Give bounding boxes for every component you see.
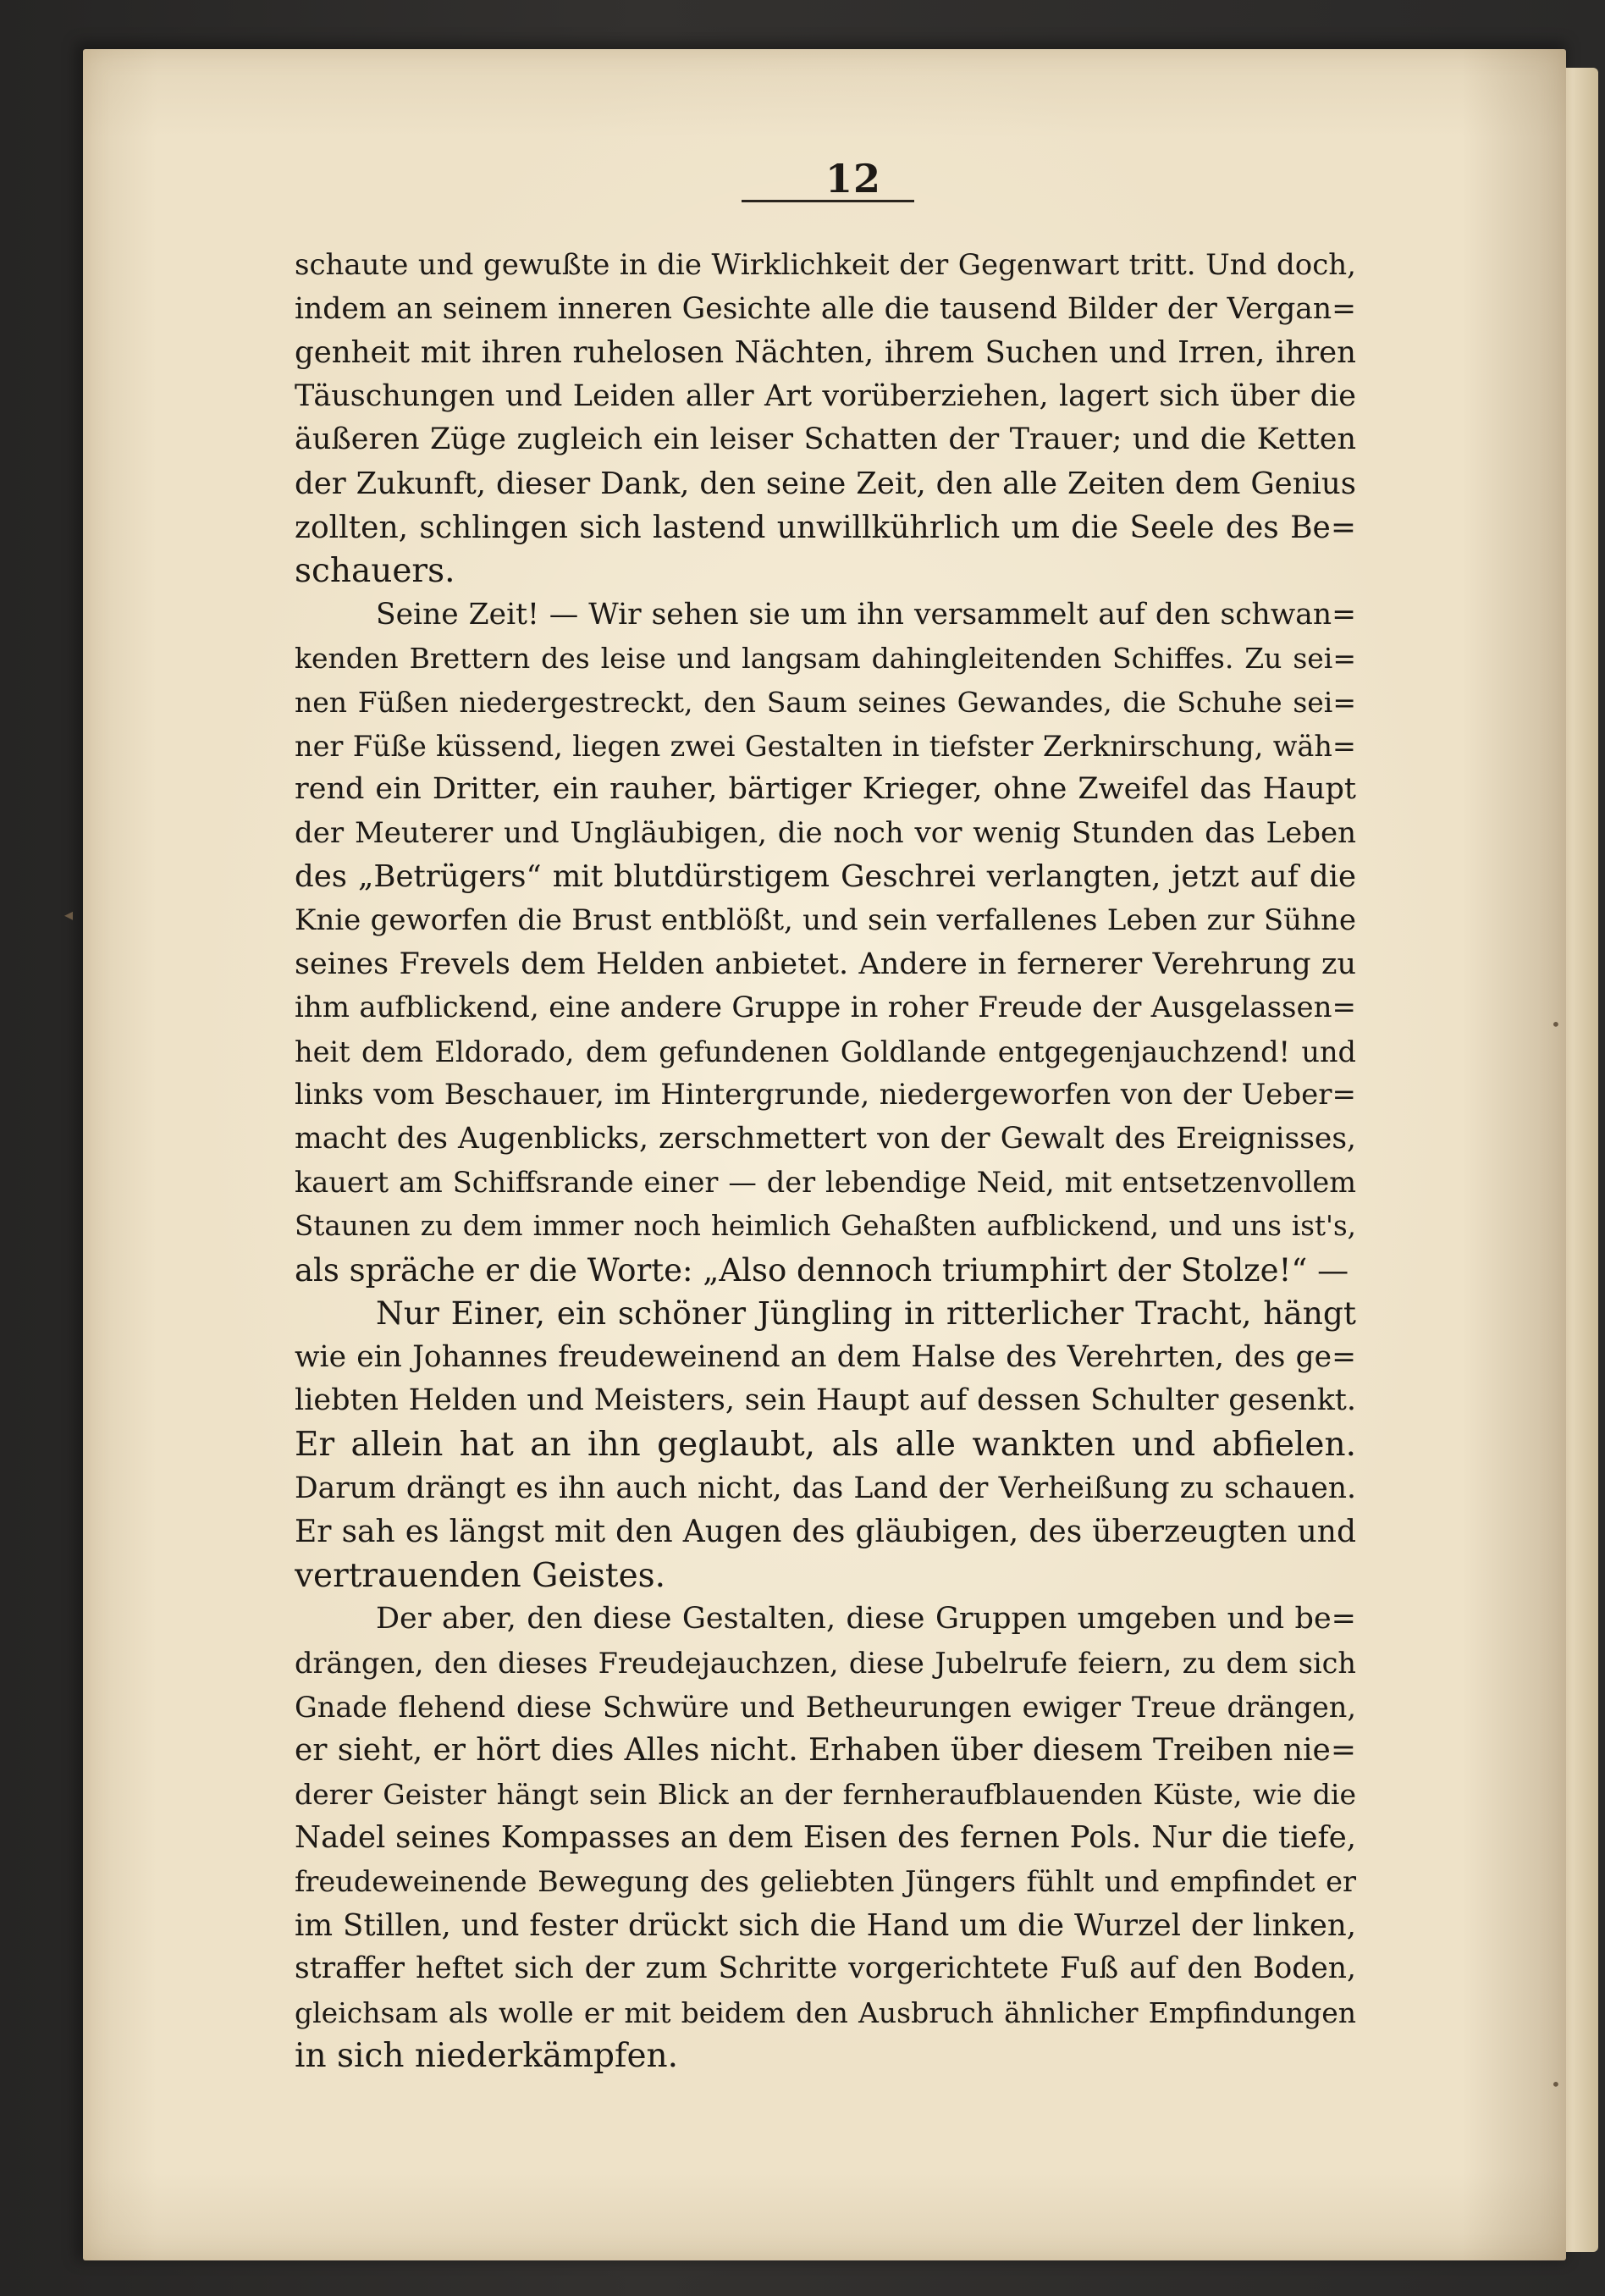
- text-line: derer Geister hängt sein Blick an der fernheraufblauenden Küste, wie die: [295, 1777, 1356, 1811]
- text-line: zollten, schlingen sich lastend unwillkührlich um die Seele des Be=: [295, 510, 1356, 545]
- text-line: Gnade flehend diese Schwüre und Betheurungen ewiger Treue drängen,: [295, 1690, 1356, 1724]
- page-number: 12: [825, 156, 881, 201]
- text-line: drängen, den dieses Freudejauchzen, diese Jubelrufe feiern, zu dem sich: [295, 1647, 1356, 1680]
- right-margin-mark-lower: •: [1551, 2074, 1561, 2095]
- text-line: Der aber, den diese Gestalten, diese Gruppen umgeben und be=: [376, 1602, 1356, 1636]
- text-line: Staunen zu dem immer noch heimlich Gehaßten aufblickend, und uns ist's,: [295, 1210, 1356, 1243]
- text-line: als spräche er die Worte: „Also dennoch triumphirt der Stolze!“ —: [295, 1251, 1349, 1289]
- text-line: macht des Augenblicks, zerschmettert von der Gewalt des Ereignisses,: [295, 1121, 1356, 1156]
- text-line: in sich niederkämpfen.: [295, 2037, 679, 2076]
- text-line: kauert am Schiffsrande einer — der lebendige Neid, mit entsetzenvollem: [295, 1166, 1356, 1200]
- text-line: nen Füßen niedergestreckt, den Saum seines Gewandes, die Schuhe sei=: [295, 685, 1356, 719]
- text-line: links vom Beschauer, im Hintergrunde, niedergeworfen von der Ueber=: [295, 1078, 1356, 1112]
- left-margin-mark: ◂: [64, 904, 74, 924]
- text-line: Knie geworfen die Brust entblößt, und sein verfallenes Leben zur Sühne: [295, 902, 1356, 937]
- text-line: freudeweinende Bewegung des geliebten Jüngers fühlt und empfindet er: [295, 1864, 1356, 1898]
- text-line: genheit mit ihren ruhelosen Nächten, ihrem Suchen und Irren, ihren: [295, 335, 1356, 371]
- text-line: der Meuterer und Ungläubigen, die noch vor wenig Stunden das Leben: [295, 815, 1356, 850]
- text-line: schaute und gewußte in die Wirklichkeit der Gegenwart tritt. Und doch,: [295, 248, 1356, 282]
- text-line: äußeren Züge zugleich ein leiser Schatten der Trauer; und die Ketten: [295, 422, 1356, 457]
- text-line: seines Frevels dem Helden anbietet. Andere in fernerer Verehrung zu: [295, 947, 1356, 981]
- text-line: kenden Brettern des leise und langsam dahingleitenden Schiffes. Zu sei=: [295, 642, 1356, 676]
- text-line: ner Füße küssend, liegen zwei Gestalten in tiefster Zerknirschung, wäh=: [295, 729, 1356, 763]
- text-line: schauers.: [295, 552, 455, 591]
- text-line: Nur Einer, ein schöner Jüngling in ritterlicher Tracht, hängt: [376, 1294, 1356, 1333]
- text-line: heit dem Eldorado, dem gefundenen Goldlande entgegenjauchzend! und: [295, 1035, 1356, 1068]
- body-text: [295, 244, 1356, 2078]
- text-line: straffer heftet sich der zum Schritte vorgerichtete Fuß auf den Boden,: [295, 1951, 1356, 1986]
- text-line: ihm aufblickend, eine andere Gruppe in roher Freude der Ausgelassen=: [295, 991, 1356, 1025]
- text-line: Seine Zeit! — Wir sehen sie um ihn versammelt auf den schwan=: [376, 597, 1356, 632]
- text-line: des „Betrügers“ mit blutdürstigem Geschrei verlangten, jetzt auf die: [295, 859, 1356, 895]
- text-line: gleichsam als wolle er mit beidem den Ausbruch ähnlicher Empfindungen: [295, 1995, 1356, 2029]
- text-line: der Zukunft, dieser Dank, den seine Zeit, den alle Zeiten dem Genius: [295, 466, 1356, 501]
- right-margin-mark: •: [1551, 1014, 1561, 1035]
- text-line: vertrauenden Geistes.: [295, 1556, 666, 1595]
- text-line: Er allein hat an ihn geglaubt, als alle wankten und abfielen.: [295, 1426, 1356, 1465]
- text-line: Täuschungen und Leiden aller Art vorüberziehen, lagert sich über die: [295, 378, 1356, 413]
- text-line: Darum drängt es ihn auch nicht, das Land der Verheißung zu schauen.: [295, 1471, 1356, 1505]
- text-line: Er sah es längst mit den Augen des gläubigen, des überzeugten und: [295, 1515, 1356, 1550]
- text-line: im Stillen, und fester drückt sich die Hand um die Wurzel der linken,: [295, 1907, 1356, 1943]
- text-line: indem an seinem inneren Gesichte alle die tausend Bilder der Vergan=: [295, 291, 1356, 326]
- text-line: liebten Helden und Meisters, sein Haupt auf dessen Schulter gesenkt.: [295, 1383, 1356, 1418]
- text-line: rend ein Dritter, ein rauher, bärtiger Krieger, ohne Zweifel das Haupt: [295, 772, 1356, 807]
- text-line: Nadel seines Kompasses an dem Eisen des fernen Pols. Nur die tiefe,: [295, 1820, 1356, 1856]
- header-rule: [742, 200, 914, 202]
- text-line: wie ein Johannes freudeweinend an dem Halse des Verehrten, des ge=: [295, 1339, 1356, 1374]
- text-line: er sieht, er hört dies Alles nicht. Erhaben über diesem Treiben nie=: [295, 1733, 1356, 1769]
